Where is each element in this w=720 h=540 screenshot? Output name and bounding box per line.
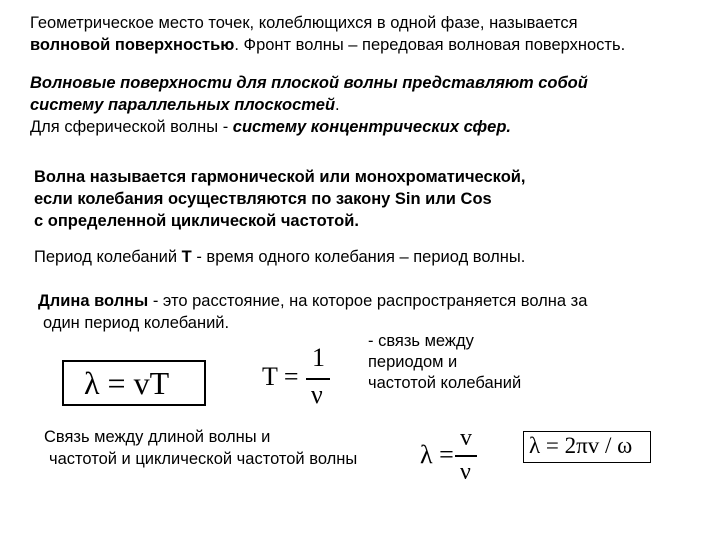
definition-line-1: Геометрическое место точек, колеблющихся в одной фазе, называется [30,14,578,32]
definition-wave-surface [30,12,625,56]
period-mark: . [335,96,340,114]
period-definition [34,246,525,268]
formula-period-numerator: 1 [312,343,325,372]
term-wave-surface: волновой поверхностью [30,36,235,54]
wave-surfaces-paragraph [30,72,588,138]
period-text-pre: Период колебаний [34,248,182,266]
spherical-wave-text: Для сферической волны - [30,118,233,136]
note-line-1: - связь между [368,332,474,350]
harmonic-line-3: с определенной циклической частотой. [34,212,359,230]
wave-front-text: . Фронт волны – передовая волновая поверхность. [234,36,626,54]
formula-angular: λ = 2πv / ω [529,433,633,458]
wavelength-line-2: один период колебаний. [43,314,230,332]
formula-relation-numerator: v [460,425,472,451]
formula-relation-fraction-line [455,455,477,457]
formula-period-lhs: T = [262,362,299,391]
plane-wave-line: Волновые поверхности для плоской волны представляют собой [30,74,588,92]
term-wavelength: Длина волны [38,292,149,310]
relation-line-1: Связь между длиной волны и [44,428,271,446]
harmonic-wave-definition [34,166,526,232]
formula-relation-lhs: λ = [420,440,454,469]
parallel-planes-text: систему параллельных плоскостей [30,96,336,114]
definition-line-2 [30,34,625,56]
formula-relation-denominator: ν [460,459,471,485]
note-line-3: частотой колебаний [368,374,522,392]
note-line-2: периодом и [368,353,458,371]
period-text-post: - время одного колебания – период волны. [191,248,526,266]
relation-line-2: частотой и циклической частотой волны [49,450,358,468]
period-frequency-note [368,331,521,394]
period-symbol: T [181,248,192,266]
formula-wavelength: λ = vT [84,365,170,401]
harmonic-line-2: если колебания осуществляются по закону Sin или Cos [34,190,492,208]
wavelength-definition [38,290,587,334]
formula-period-denominator: ν [311,380,323,409]
parallel-planes-line [30,94,588,116]
spherical-wave-line [30,116,588,138]
wavelength-text: - это расстояние, на которое распространяется волна за [148,292,588,310]
wavelength-frequency-relation [44,426,357,470]
wavelength-line-1 [38,290,587,312]
harmonic-line-1: Волна называется гармонической или монохроматической, [34,168,526,186]
concentric-spheres-text: систему концентрических сфер. [232,118,511,136]
